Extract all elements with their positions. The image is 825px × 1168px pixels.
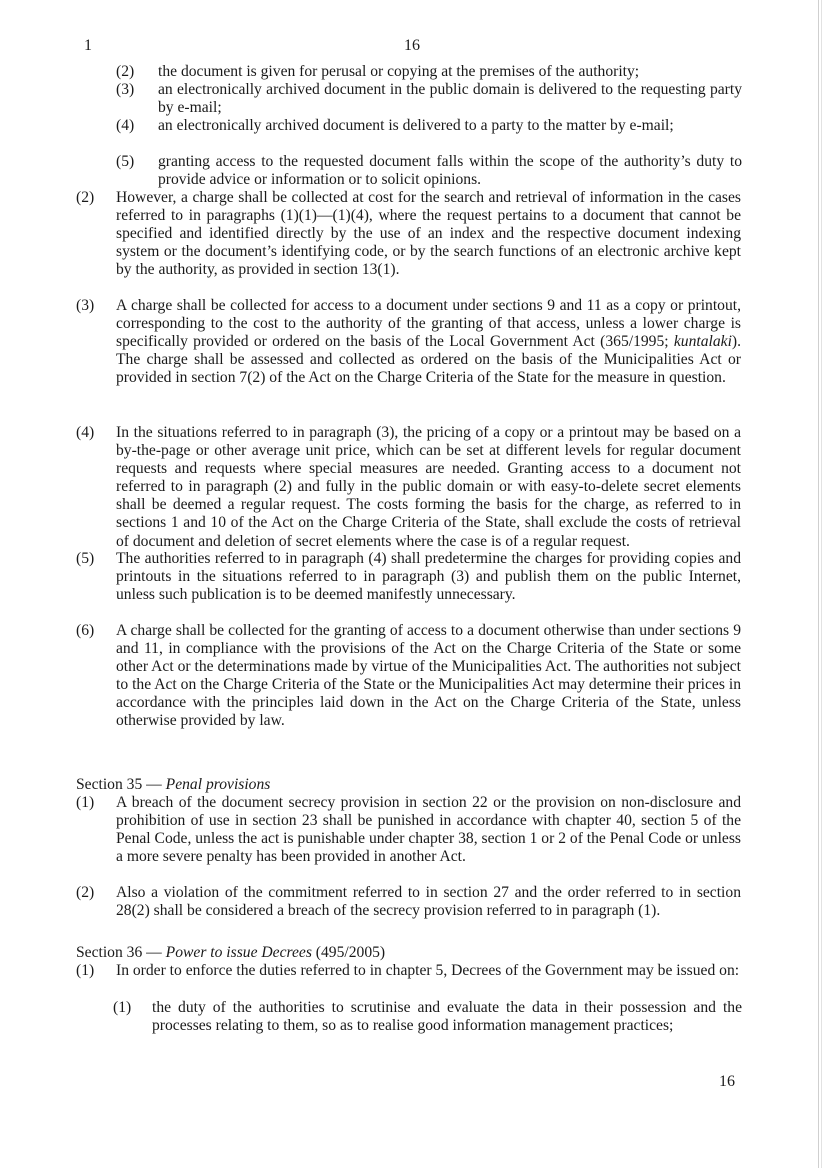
item-number: (4) [116, 117, 135, 134]
item-text: an electronically archived document is delivered to a party to the matter by e-mail; [158, 117, 674, 134]
paragraph-number: (4) [76, 424, 95, 441]
paragraph-number: (1) [76, 794, 95, 811]
paragraph-text: A charge shall be collected for the granting of access to a document otherwise than under sections 9 and 11, in compliance with the provisions of the Act on the Charge Criteria of the State or some other Act or the determinations made by virtue of the Municipalities Act. The authorities not subject to the Act on the Charge Criteria of the State or the Municipalities Act may determine their prices in accordance with the principles laid down in the Act on the Charge Criteria of the State, unless otherwise provided by law. [116, 622, 741, 730]
paragraph-text: However, a charge shall be collected at cost for the search and retrieval of information in the cases referred to in paragraphs (1)(1)—(1)(4), where the request pertains to a document that cannot be specified and identified directly by the use of an index and the respective document indexing system or the document’s identifying code, or by the search functions of an electronic archive kept by the authority, as provided in section 13(1). [116, 189, 741, 279]
item-number: (2) [116, 63, 135, 80]
paragraph-text: Also a violation of the commitment referred to in section 27 and the order referred to in section 28(2) shall be considered a breach of the secrecy provision referred to in paragraph (1). [116, 884, 741, 920]
paragraph-text: In the situations referred to in paragraph (3), the pricing of a copy or a printout may be based on a by-the-page or other average unit price, which can be set at different levels for regular document requests and requests where special measures are needed. Granting access to a document not referred to in paragraph (2) and fully in the public domain or with easy-to-delete secret elements shall be deemed a regular request. The costs forming the basis for the charge, as referred to in sections 1 and 10 of the Act on the Charge Criteria of the State, shall exclude the costs of retrieval of document and deletion of secret elements where the case is of a regular request. [116, 424, 741, 550]
section-suffix: (495/2005) [311, 944, 386, 961]
corner-mark: 1 [84, 37, 92, 54]
paragraph-number: (2) [76, 189, 95, 206]
item-number: (1) [113, 999, 132, 1016]
text-run: A charge shall be collected for access to a document under sections 9 and 11 as a copy or printout, corresponding to the cost to the authority of the granting of that access, unless a lower charge is specifically provided or ordered on the basis of the Local Government Act (365/1995; [116, 297, 741, 351]
section-heading [76, 944, 385, 962]
paragraph-text: The authorities referred to in paragraph (4) shall predetermine the charges for providing copies and printouts in the situations referred to in paragraph (3) and publish them on the public Internet, unless such publication is to be deemed manifestly unnecessary. [116, 550, 741, 604]
page-number-bottom: 16 [719, 1073, 735, 1090]
text-run: ). The charge shall be assessed and collected as ordered on the basis of the Municipalities Act or provided in section 7(2) of the Act on the Charge Criteria of the State for the measure in question. [116, 333, 741, 387]
section-label: Section 35 — [76, 776, 166, 793]
paragraph-number: (1) [76, 962, 95, 979]
item-number: (5) [116, 153, 135, 170]
section-title: Power to issue Decrees [165, 944, 312, 961]
paragraph-number: (6) [76, 622, 95, 639]
section-label: Section 36 — [76, 944, 166, 961]
italic-term: kuntalaki [673, 333, 732, 351]
paragraph-text: A breach of the document secrecy provision in section 22 or the provision on non-disclosure and prohibition of use in section 23 shall be punished in accordance with chapter 40, section 5 of the Penal Code, unless the act is punishable under chapter 38, section 1 or 2 of the Penal Code or unless a more severe penalty has been provided in another Act. [116, 794, 741, 866]
paragraph-number: (3) [76, 297, 95, 314]
section-heading [76, 776, 270, 794]
page-number-top: 16 [404, 37, 420, 54]
item-text: the duty of the authorities to scrutinise and evaluate the data in their possession and the processes relating to them, so as to realise good information management practices; [152, 999, 742, 1035]
paragraph-number: (5) [76, 550, 95, 567]
paragraph-number: (2) [76, 884, 95, 901]
paragraph-text [116, 297, 741, 387]
item-text: the document is given for perusal or copying at the premises of the authority; [158, 63, 640, 80]
item-text: granting access to the requested document falls within the scope of the authority’s duty to provide advice or information or to solicit opinions. [158, 153, 742, 189]
paragraph-text: In order to enforce the duties referred to in chapter 5, Decrees of the Government may be issued on: [116, 962, 740, 979]
scan-edge-line [818, 0, 819, 1168]
item-text: an electronically archived document in the public domain is delivered to the requesting party by e-mail; [158, 81, 742, 117]
scan-edge-line [821, 0, 822, 1168]
item-number: (3) [116, 81, 135, 98]
section-title: Penal provisions [165, 776, 271, 793]
